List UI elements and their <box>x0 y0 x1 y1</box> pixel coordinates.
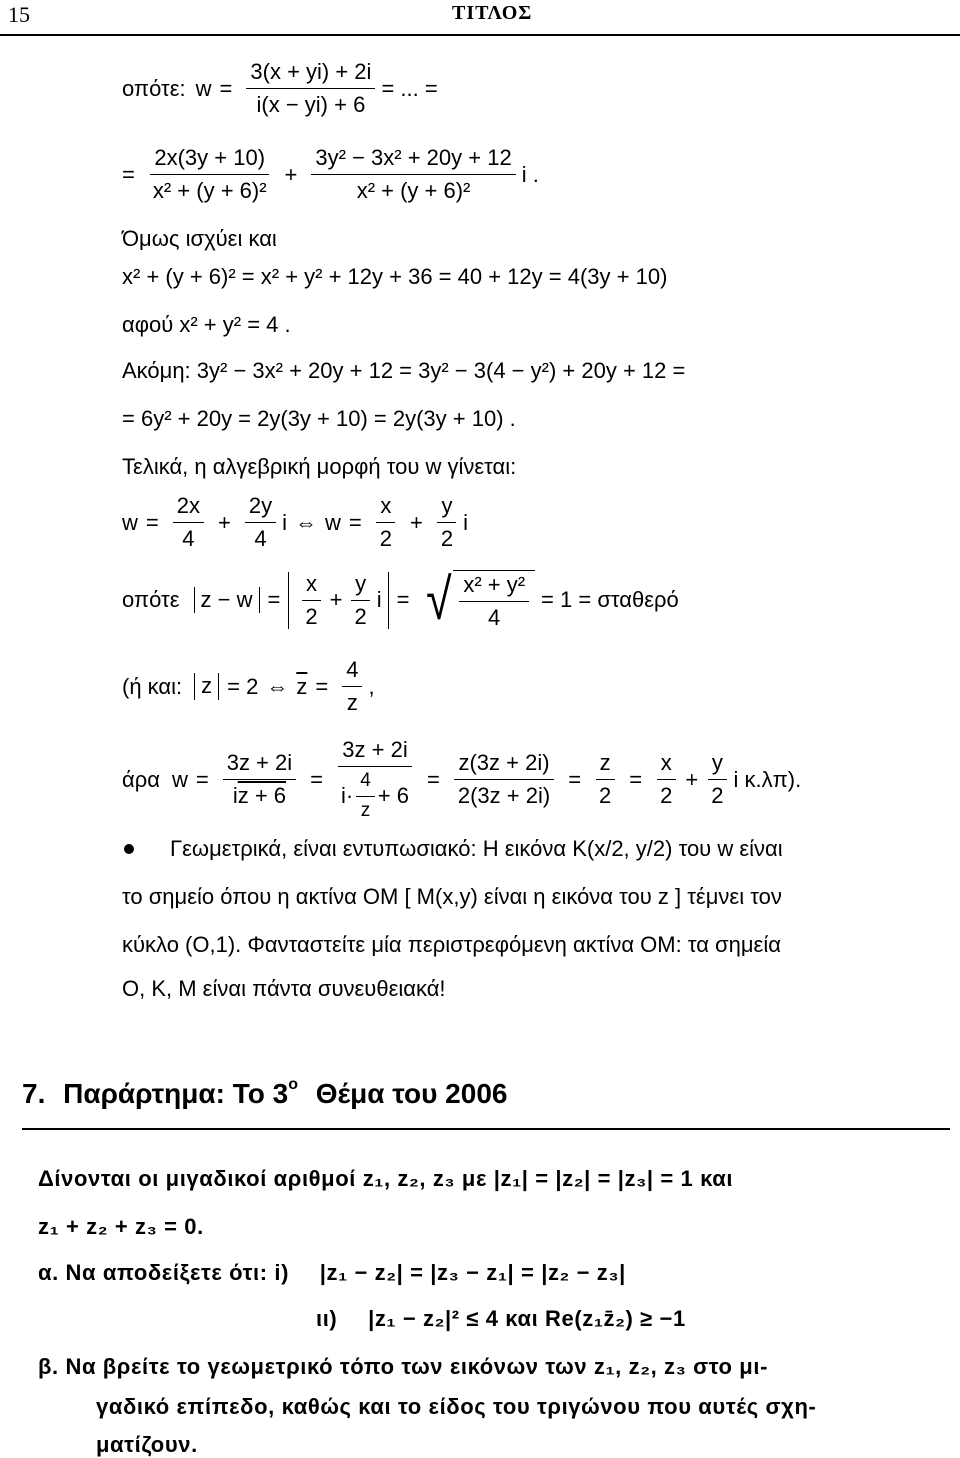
numerator: 3z + 2i <box>338 738 411 767</box>
denominator <box>337 767 413 822</box>
imag-unit-dot: i· <box>341 783 354 809</box>
equals-sign: = <box>267 587 281 613</box>
equation-line-12 <box>122 738 801 822</box>
fraction <box>459 573 529 630</box>
denominator: 2 <box>711 783 724 809</box>
denominator: 2 <box>379 526 392 552</box>
fraction <box>342 658 362 715</box>
numerator: y <box>708 751 727 780</box>
numerator: 2x <box>173 494 204 523</box>
denominator: z <box>360 800 371 822</box>
equals-sign: = <box>427 766 440 792</box>
imag-unit: i <box>376 587 382 613</box>
equals-two: = 2 <box>227 673 259 699</box>
section-title-pre: Παράρτημα: Το 3 <box>63 1078 289 1109</box>
numerator: y <box>351 572 370 601</box>
text-line-8 <box>122 454 516 480</box>
fraction <box>301 572 321 629</box>
fraction <box>656 751 676 808</box>
fraction <box>246 60 375 117</box>
z-conjugate: $\overline{z}$ <box>296 673 308 699</box>
numerator: x <box>657 751 676 780</box>
plus-sign: + <box>218 509 231 535</box>
var-w: w <box>195 75 212 101</box>
equals-sign: = <box>310 766 323 792</box>
fraction <box>376 494 396 551</box>
equals-sign: = <box>348 509 362 535</box>
text-line-5 <box>122 312 291 338</box>
equals-sign: = <box>568 766 582 792</box>
text-line-3 <box>122 226 277 252</box>
fraction-real-part <box>149 146 271 203</box>
numerator: 4 <box>342 658 362 687</box>
equals-sign: = <box>122 161 135 187</box>
numerator: 2x(3y + 10) <box>150 146 269 175</box>
remark-line-4: O, K, M είναι πάντα συνευθειακά! <box>122 976 446 1001</box>
problem-part-a-ii <box>316 1306 686 1332</box>
fraction <box>437 494 457 551</box>
denominator: 2 <box>354 603 367 629</box>
var-w: w <box>122 509 138 535</box>
equals-sign: = <box>629 766 643 792</box>
remark-line-2: το σημείο όπου η ακτίνα ΟΜ [ M(x,y) είναι η εικόνα του z ] τέμνει τον <box>122 884 782 909</box>
page-title: ΤΙΤΛΟΣ <box>452 2 533 24</box>
section-number: 7. <box>22 1078 46 1109</box>
equation: Ακόμη: 3y² − 3x² + 20y + 12 = 3y² − 3(4 − y²) + 20y + 12 = <box>122 358 686 383</box>
plus-sign: + <box>284 161 298 187</box>
remark-line-3: κύκλο (O,1). Φανταστείτε μία περιστρεφόμενη ακτίνα ΟΜ: τα σημεία <box>122 932 781 957</box>
comma: , <box>368 673 375 699</box>
equation-line-4 <box>122 264 667 290</box>
abs-z: z <box>194 673 219 699</box>
denominator: 2(3z + 2i) <box>457 783 551 809</box>
part-a-ii-inequality: |z₁ − z₂|² ≤ 4 και Re(z₁z̄₂) ≥ −1 <box>368 1306 686 1331</box>
z-conj-plus-6: z + 6 <box>237 783 287 809</box>
iff-arrow: ⇔ <box>295 509 317 535</box>
denominator: 4 <box>182 526 195 552</box>
equals-sign: = <box>195 766 209 792</box>
problem-given-1: Δίνονται οι μιγαδικοί αριθμοί z₁, z₂, z₃ με |z₁| = |z₂| = |z₃| = 1 και <box>38 1166 734 1191</box>
part-a-i-equation: |z₁ − z₂| = |z₃ − z₁| = |z₂ − z₃| <box>319 1260 626 1285</box>
numerator: z <box>596 751 615 780</box>
imag-unit: i <box>232 783 238 809</box>
bullet-icon <box>124 844 134 854</box>
problem-part-a <box>38 1260 626 1286</box>
problem-part-b-line-3: ματίζουν. <box>96 1432 198 1457</box>
equation-line-1 <box>122 60 438 117</box>
abs-expression <box>288 572 388 629</box>
equation-line-6 <box>122 358 685 384</box>
equation-line-7 <box>122 406 516 432</box>
numerator: 4 <box>356 771 375 797</box>
plus-sign: + <box>685 766 699 792</box>
numerator: z(3z + 2i) <box>454 751 553 780</box>
denominator: 4 <box>488 605 501 631</box>
page-header <box>0 0 960 36</box>
radical-sign: √ <box>426 567 453 633</box>
fraction <box>223 751 296 808</box>
fraction <box>350 572 370 629</box>
equation-line-2 <box>122 146 539 203</box>
abs-z-minus-w: z − w <box>194 587 260 613</box>
equation-line-9 <box>122 494 468 551</box>
square-root <box>423 567 535 633</box>
denominator: 2 <box>660 783 673 809</box>
denominator: i(x − yi) + 6 <box>256 92 366 118</box>
fraction <box>245 494 276 551</box>
fraction-imag-part <box>311 146 515 203</box>
fraction <box>337 738 413 822</box>
section-divider <box>22 1128 950 1130</box>
iff-arrow: ⇔ <box>266 673 289 699</box>
numerator: x² + y² <box>459 573 529 602</box>
numerator: 3z + 2i <box>223 751 296 780</box>
text-label: άρα <box>122 766 160 792</box>
plus-sign: + <box>410 509 423 535</box>
var-w: w <box>325 509 341 535</box>
text: Όμως ισχύει και <box>122 226 277 251</box>
section-title-post: Θέμα του 2006 <box>315 1078 508 1109</box>
fraction <box>173 494 204 551</box>
denominator: 2 <box>305 603 318 629</box>
text-etc: i κ.λπ). <box>733 766 802 792</box>
part-a-ii-label: ιι) <box>316 1306 338 1331</box>
equals-sign: = <box>315 673 329 699</box>
denominator: z <box>346 690 358 716</box>
numerator: x <box>376 494 395 523</box>
plus-six: + 6 <box>377 783 409 809</box>
fraction <box>356 771 375 822</box>
ordinal-superscript: ο <box>288 1076 298 1093</box>
equals-sign: = <box>396 587 410 613</box>
numerator: y <box>437 494 456 523</box>
plus-sign: + <box>329 587 343 613</box>
imag-unit: i <box>463 509 468 535</box>
problem-given-2: z₁ + z₂ + z₃ = 0. <box>38 1214 204 1239</box>
denominator: x² + (y + 6)² <box>356 178 471 204</box>
equation-line-10 <box>122 567 679 633</box>
problem-part-b-line-1: β. Να βρείτε το γεωμετρικό τόπο των εικόνων των z₁, z₂, z₃ στο μι- <box>38 1354 768 1379</box>
denominator: 2 <box>599 783 612 809</box>
equation-line-11 <box>122 658 375 715</box>
equation: x² + (y + 6)² = x² + y² + 12y + 36 = 40 + 12y = 4(3y + 10) <box>122 264 668 289</box>
problem-part-b-line-2: γαδικό επίπεδο, καθώς και το είδος του τριγώνου που αυτές σχη- <box>96 1394 817 1419</box>
page-number: 15 <box>8 2 30 27</box>
text-label: (ή και: <box>122 673 183 699</box>
denominator: x² + (y + 6)² <box>152 178 267 204</box>
numerator: 3y² − 3x² + 20y + 12 <box>311 146 515 175</box>
imag-unit: i . <box>521 161 539 187</box>
equation: = 6y² + 20y = 2y(3y + 10) = 2y(3y + 10) . <box>122 406 516 431</box>
fraction <box>595 751 615 808</box>
result-constant: = 1 = σταθερό <box>541 587 679 613</box>
equals-sign: = <box>219 75 233 101</box>
fraction <box>707 751 727 808</box>
ellipsis-equals: = ... = <box>381 75 438 101</box>
equals-sign: = <box>145 509 159 535</box>
remark-line-1: Γεωμετρικά, είναι εντυπωσιακό: Η εικόνα K(x/2, y/2) του w είναι <box>170 836 783 861</box>
fraction <box>454 751 554 808</box>
text-label: οπότε <box>122 587 180 613</box>
part-a-label: α. Να αποδείξετε ότι: i) <box>38 1260 290 1285</box>
denominator: 4 <box>254 526 267 552</box>
section-heading <box>22 1078 507 1110</box>
text-label: οπότε: <box>122 75 186 101</box>
numerator: 3(x + yi) + 2i <box>246 60 375 89</box>
imag-unit: i <box>282 509 287 535</box>
denominator <box>229 780 290 808</box>
var-w: w <box>171 766 188 792</box>
text: Τελικά, η αλγεβρική μορφή του w γίνεται: <box>122 454 517 479</box>
denominator: 2 <box>440 526 454 552</box>
text: αφού x² + y² = 4 . <box>122 312 291 337</box>
numerator: 2y <box>245 494 276 523</box>
numerator: x <box>302 572 321 601</box>
